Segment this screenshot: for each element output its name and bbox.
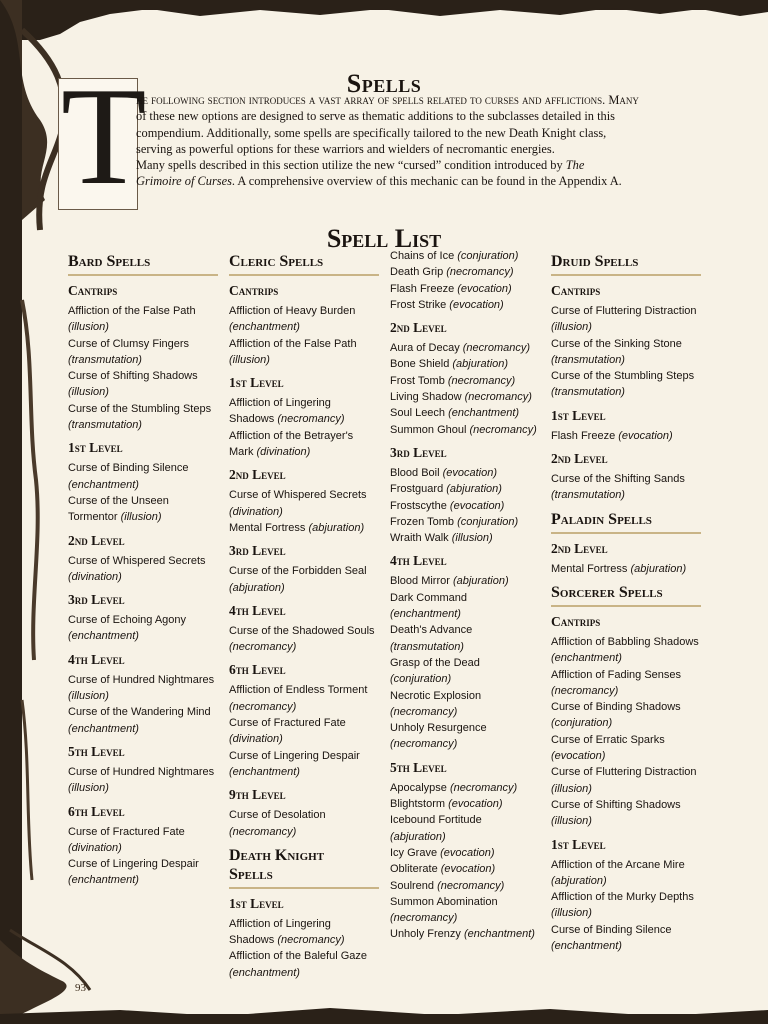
intro-paragraph bbox=[136, 92, 704, 190]
spell-name: Frostscythe bbox=[390, 499, 447, 512]
spell-school: (evocation) bbox=[449, 499, 505, 512]
spell-name: Icebound Fortitude bbox=[390, 814, 482, 827]
spell-school: (illusion) bbox=[551, 321, 592, 334]
spell-entry bbox=[551, 667, 701, 700]
spell-entry bbox=[68, 824, 218, 857]
spell-entry bbox=[68, 303, 218, 336]
class-heading-druid: Druid Spells bbox=[551, 252, 701, 276]
spell-name: Aura of Decay bbox=[390, 342, 460, 355]
spell-name: Curse of Hundred Nightmares bbox=[68, 765, 215, 778]
level-heading: 5th Level bbox=[390, 759, 447, 775]
spell-name: Unholy Frenzy bbox=[390, 928, 461, 941]
spell-school: (divination) bbox=[68, 570, 122, 583]
spell-name: Frost Tomb bbox=[390, 374, 445, 387]
spell-name: Curse of the Wandering Mind bbox=[68, 706, 211, 719]
spell-entry bbox=[229, 428, 379, 461]
spell-school: (divination) bbox=[256, 446, 311, 459]
spell-school: (transmutation) bbox=[390, 640, 464, 653]
spell-name: Curse of Whispered Secrets bbox=[229, 489, 367, 502]
spell-name: Curse of the Shifting Sands bbox=[551, 473, 685, 486]
class-heading-part: Death Knight bbox=[229, 846, 325, 864]
spell-name: Living Shadow bbox=[390, 391, 462, 404]
spell-entry bbox=[390, 573, 540, 589]
spell-school: (necromancy) bbox=[462, 342, 531, 355]
drop-cap-letter: T bbox=[61, 59, 147, 214]
spell-name: Wraith Walk bbox=[390, 532, 449, 545]
spell-name: Obliterate bbox=[390, 863, 438, 876]
spell-entry bbox=[229, 807, 379, 840]
spell-school: (evocation) bbox=[618, 429, 673, 442]
spell-school: (necromancy) bbox=[551, 684, 619, 697]
spell-school: (illusion) bbox=[551, 782, 592, 795]
spell-school: (abjuration) bbox=[308, 521, 365, 534]
spell-entry bbox=[551, 368, 701, 401]
spell-school: (necromancy) bbox=[229, 825, 297, 838]
spell-entry bbox=[551, 634, 701, 667]
spell-name: Affliction of the Murky Depths bbox=[551, 891, 694, 904]
spell-entry bbox=[551, 764, 701, 797]
spell-entry bbox=[390, 248, 540, 264]
spell-entry bbox=[390, 498, 540, 514]
spell-name: Curse of the Shadowed Souls bbox=[229, 624, 375, 637]
spell-entry bbox=[551, 857, 701, 890]
spell-entry bbox=[551, 922, 701, 955]
spell-name: Apocalypse bbox=[390, 781, 447, 794]
spell-school: (divination) bbox=[229, 505, 283, 518]
spell-school: (evocation) bbox=[440, 863, 496, 876]
spell-entry bbox=[390, 514, 540, 530]
spell-name: Curse of the Unseen Tormentor bbox=[68, 494, 169, 524]
spell-school: (conjuration) bbox=[457, 250, 519, 262]
level-heading: 2nd Level bbox=[390, 320, 447, 336]
spell-entry bbox=[551, 797, 701, 830]
spell-entry bbox=[390, 264, 540, 280]
spell-name: Affliction of Babbling Shadows bbox=[551, 635, 699, 648]
spell-entry bbox=[390, 622, 540, 655]
spell-entry bbox=[390, 796, 540, 812]
spell-name: Chains of Ice bbox=[390, 250, 455, 262]
spell-entry bbox=[551, 471, 701, 504]
spell-entry bbox=[229, 948, 379, 981]
spell-name: Affliction of Lingering Shadows bbox=[229, 397, 331, 426]
intro-line: serving as powerful options for these warriors and wielders of necromantic energies. bbox=[136, 141, 555, 156]
spell-list-heading: Spell List bbox=[326, 223, 442, 253]
spell-school: (illusion) bbox=[551, 815, 592, 828]
spell-entry bbox=[390, 340, 540, 356]
spell-entry bbox=[68, 368, 218, 401]
spell-name: Affliction of the Arcane Mire bbox=[551, 858, 685, 871]
spell-entry bbox=[390, 878, 540, 894]
spell-name: Curse of Lingering Despair bbox=[229, 749, 360, 762]
spell-name: Mental Fortress bbox=[551, 562, 628, 575]
spell-school: (abjuration) bbox=[452, 358, 509, 371]
class-heading-paladin: Paladin Spells bbox=[551, 510, 701, 534]
spell-name: Curse of Fluttering Distraction bbox=[551, 766, 697, 779]
spell-name: Affliction of the Baleful Gaze bbox=[229, 950, 367, 963]
spell-entry bbox=[390, 422, 540, 438]
spell-entry bbox=[551, 428, 701, 444]
spell-entry bbox=[229, 395, 379, 428]
spell-school: (necromancy) bbox=[446, 266, 514, 279]
spell-name: Icy Grave bbox=[390, 846, 438, 859]
spell-school: (necromancy) bbox=[390, 912, 458, 925]
spell-name: Mental Fortress bbox=[229, 521, 306, 534]
spell-school: (abjuration) bbox=[551, 874, 607, 887]
level-heading: 6th Level bbox=[229, 662, 286, 678]
spell-entry bbox=[229, 563, 379, 596]
spell-entry bbox=[551, 699, 701, 732]
spell-entry bbox=[551, 561, 701, 577]
intro-text: . A comprehensive overview of this mechanic can be found in the Appendix A. bbox=[231, 174, 622, 189]
spell-school: (evocation) bbox=[448, 798, 503, 811]
level-heading: 1st Level bbox=[229, 895, 284, 911]
spell-school: (illusion) bbox=[68, 321, 109, 334]
level-heading: 1st Level bbox=[551, 836, 606, 852]
level-heading: 4th Level bbox=[390, 553, 447, 569]
spell-school: (evocation) bbox=[551, 750, 606, 763]
spell-name: Bone Shield bbox=[390, 358, 450, 371]
spell-name: Curse of Hundred Nightmares bbox=[68, 673, 215, 686]
spell-school: (transmutation) bbox=[551, 386, 625, 399]
level-heading: 2nd Level bbox=[551, 451, 608, 467]
spell-school: (abjuration) bbox=[452, 575, 509, 588]
spell-school: (abjuration) bbox=[229, 581, 285, 594]
spell-name: Flash Freeze bbox=[390, 282, 455, 295]
column-death-knight bbox=[390, 248, 540, 943]
spell-name: Grasp of the Dead bbox=[390, 656, 480, 669]
spell-entry bbox=[68, 764, 218, 797]
level-heading: 1st Level bbox=[551, 407, 606, 423]
intro-line: compendium. Additionally, some spells are specifically tailored to the new Death Knight class, bbox=[136, 125, 607, 140]
spell-school: (necromancy) bbox=[390, 705, 458, 718]
level-heading: 2nd Level bbox=[229, 467, 286, 483]
spell-entry bbox=[390, 688, 540, 721]
spell-school: (abjuration) bbox=[446, 483, 502, 496]
spell-school: (transmutation) bbox=[551, 489, 625, 502]
spell-name: Dark Command bbox=[390, 591, 468, 604]
spell-school: (conjuration) bbox=[390, 673, 452, 686]
spell-school: (evocation) bbox=[440, 846, 495, 859]
spell-school: (illusion) bbox=[68, 386, 109, 399]
spell-entry bbox=[68, 856, 218, 889]
spell-school: (necromancy) bbox=[390, 738, 458, 751]
intro-line: of these new options are designed to serve as thematic additions to the subclasses detailed in this bbox=[136, 109, 615, 124]
spell-name: Affliction of the False Path bbox=[68, 305, 196, 317]
spell-entry bbox=[390, 720, 540, 753]
spell-entry bbox=[68, 460, 218, 493]
spell-school: (enchantment) bbox=[551, 940, 622, 953]
class-heading-sorcerer: Sorcerer Spells bbox=[551, 583, 701, 607]
class-heading-death-knight bbox=[229, 846, 379, 889]
spell-name: Affliction of the False Path bbox=[229, 337, 357, 350]
spell-entry bbox=[229, 623, 379, 656]
spell-entry bbox=[68, 336, 218, 369]
level-heading: 4th Level bbox=[229, 602, 286, 618]
spell-entry bbox=[390, 297, 540, 313]
spell-entry bbox=[390, 845, 540, 861]
level-heading: 5th Level bbox=[68, 743, 125, 759]
spell-entry bbox=[390, 861, 540, 877]
spell-school: (enchantment) bbox=[68, 874, 139, 887]
spell-name: Affliction of the Betrayer's Mark bbox=[229, 429, 354, 459]
spell-name: Curse of Erratic Sparks bbox=[551, 733, 665, 746]
spell-name: Frost Strike bbox=[390, 298, 447, 311]
level-heading: 3rd Level bbox=[390, 444, 447, 460]
spell-entry bbox=[390, 405, 540, 421]
spell-name: Affliction of Fading Senses bbox=[551, 668, 682, 681]
spell-name: Curse of Shifting Shadows bbox=[551, 798, 681, 811]
spell-school: (divination) bbox=[68, 841, 122, 854]
spell-school: (evocation) bbox=[442, 466, 498, 479]
spell-school: (necromancy) bbox=[229, 700, 297, 713]
spell-entry bbox=[68, 401, 218, 434]
spell-name: Curse of Binding Shadows bbox=[551, 701, 681, 714]
level-heading: 1st Level bbox=[68, 440, 123, 456]
spell-entry bbox=[68, 612, 218, 645]
spell-school: (illusion) bbox=[120, 511, 162, 524]
book-title-italic: Grimoire of Curses bbox=[136, 174, 232, 189]
spell-entry bbox=[390, 530, 540, 546]
torn-edge-top bbox=[0, 0, 768, 40]
spell-entry bbox=[229, 303, 379, 336]
spell-name: Frozen Tomb bbox=[390, 515, 454, 528]
spell-entry bbox=[551, 732, 701, 765]
class-heading-cleric: Cleric Spells bbox=[229, 252, 379, 276]
spell-entry bbox=[229, 487, 379, 520]
spell-name: Soulrend bbox=[390, 879, 435, 892]
spell-entry bbox=[390, 481, 540, 497]
spell-entry bbox=[390, 281, 540, 297]
spell-school: (enchantment) bbox=[551, 652, 622, 665]
spell-entry bbox=[229, 715, 379, 748]
intro-line bbox=[136, 157, 704, 173]
spell-school: (conjuration) bbox=[457, 515, 519, 528]
level-heading: Cantrips bbox=[551, 283, 601, 298]
book-title-italic: The bbox=[565, 158, 585, 173]
spell-school: (enchantment) bbox=[229, 321, 300, 334]
spell-entry bbox=[551, 336, 701, 369]
spell-name: Curse of Binding Silence bbox=[68, 462, 189, 475]
page-number: 93 bbox=[75, 982, 86, 994]
spell-school: (conjuration) bbox=[551, 717, 613, 730]
page-title: Spells bbox=[346, 69, 422, 99]
intro-line bbox=[136, 173, 704, 189]
spell-school: (abjuration) bbox=[630, 562, 687, 575]
spell-name: Curse of Lingering Despair bbox=[68, 858, 199, 871]
spell-entry bbox=[390, 356, 540, 372]
spell-school: (enchantment) bbox=[68, 630, 139, 643]
spell-name: Unholy Resurgence bbox=[390, 722, 487, 735]
spell-name: Soul Leech bbox=[390, 407, 446, 420]
spell-name: Affliction of Lingering Shadows bbox=[229, 917, 331, 947]
spell-name: Curse of the Stumbling Steps bbox=[68, 402, 212, 415]
spell-school: (enchantment) bbox=[68, 722, 139, 735]
level-heading: 2nd Level bbox=[68, 532, 125, 548]
column-cleric bbox=[229, 246, 379, 981]
column-bard bbox=[68, 246, 218, 889]
spell-entry bbox=[551, 889, 701, 922]
spell-name: Blood Mirror bbox=[390, 575, 450, 588]
spell-name: Curse of Echoing Agony bbox=[68, 614, 187, 627]
spell-school: (necromancy) bbox=[469, 423, 537, 436]
level-heading: 4th Level bbox=[68, 651, 125, 667]
spell-entry bbox=[390, 465, 540, 481]
spell-name: Curse of Whispered Secrets bbox=[68, 554, 206, 567]
spell-entry bbox=[390, 373, 540, 389]
level-heading: Cantrips bbox=[551, 613, 601, 629]
spell-school: (necromancy) bbox=[437, 879, 505, 892]
intro-line: he following section introduces a vast array of spells related to curses and afflictions. Many bbox=[136, 93, 639, 107]
spell-school: (enchantment) bbox=[229, 966, 300, 979]
spell-name: Curse of Desolation bbox=[229, 809, 326, 822]
spell-school: (evocation) bbox=[457, 282, 512, 295]
spell-entry bbox=[68, 553, 218, 586]
spell-name: Blood Boil bbox=[390, 466, 440, 479]
spell-school: (evocation) bbox=[449, 298, 504, 311]
level-heading: 3rd Level bbox=[68, 592, 125, 608]
spell-name: Summon Ghoul bbox=[390, 423, 467, 436]
level-heading: Cantrips bbox=[229, 283, 279, 298]
spell-name: Death's Advance bbox=[390, 624, 473, 637]
spell-school: (necromancy) bbox=[449, 781, 518, 794]
spell-entry bbox=[551, 303, 701, 336]
spell-entry bbox=[390, 812, 540, 845]
spell-name: Curse of Fluttering Distraction bbox=[551, 305, 697, 317]
spell-name: Curse of Clumsy Fingers bbox=[68, 337, 190, 350]
spell-school: (illusion) bbox=[68, 782, 109, 795]
class-heading-bard: Bard Spells bbox=[68, 252, 218, 276]
spell-entry bbox=[68, 672, 218, 705]
spell-school: (illusion) bbox=[68, 690, 109, 703]
spell-school: (enchantment) bbox=[68, 478, 139, 491]
spell-entry bbox=[229, 748, 379, 781]
spell-school: (illusion) bbox=[551, 907, 592, 920]
spell-name: Curse of the Stumbling Steps bbox=[551, 370, 695, 383]
spell-entry bbox=[390, 655, 540, 688]
class-heading-part: Spells bbox=[229, 865, 273, 883]
spell-school: (divination) bbox=[229, 733, 283, 746]
spell-name: Curse of the Sinking Stone bbox=[551, 337, 682, 350]
spell-school: (enchantment) bbox=[463, 928, 535, 941]
level-heading: 3rd Level bbox=[229, 543, 286, 559]
spell-entry bbox=[390, 926, 540, 942]
spell-name: Flash Freeze bbox=[551, 429, 616, 442]
spell-name: Curse of the Forbidden Seal bbox=[229, 565, 367, 578]
spell-school: (necromancy) bbox=[464, 391, 532, 404]
spell-name: Death Grip bbox=[390, 266, 444, 279]
spell-school: (necromancy) bbox=[277, 413, 345, 426]
level-heading: 6th Level bbox=[68, 803, 125, 819]
spell-entry bbox=[390, 780, 540, 796]
spell-name: Curse of Fractured Fate bbox=[68, 825, 185, 838]
spell-school: (necromancy) bbox=[447, 374, 516, 387]
spell-entry bbox=[229, 682, 379, 715]
spell-entry bbox=[390, 389, 540, 405]
spell-entry bbox=[229, 916, 379, 949]
spell-school: (necromancy) bbox=[277, 934, 345, 947]
spell-school: (illusion) bbox=[451, 532, 493, 545]
spell-school: (transmutation) bbox=[68, 353, 142, 366]
intro-text: Many spells described in this section utilize the new “cursed” condition introduced by bbox=[136, 158, 566, 173]
level-heading: 2nd Level bbox=[551, 540, 608, 556]
column-druid bbox=[551, 246, 701, 954]
spell-entry bbox=[68, 704, 218, 737]
drop-cap bbox=[58, 59, 147, 214]
spell-name: Curse of Shifting Shadows bbox=[68, 370, 198, 383]
level-heading: Cantrips bbox=[68, 283, 118, 298]
spell-name: Blightstorm bbox=[390, 798, 446, 811]
spell-entry bbox=[229, 336, 379, 369]
spell-name: Curse of Binding Silence bbox=[551, 923, 672, 936]
spell-name: Curse of Fractured Fate bbox=[229, 717, 346, 730]
spell-name: Necrotic Explosion bbox=[390, 689, 482, 702]
spell-entry bbox=[68, 493, 218, 526]
spell-entry bbox=[229, 520, 379, 536]
spell-school: (necromancy) bbox=[229, 641, 297, 654]
level-heading: 9th Level bbox=[229, 787, 286, 803]
spell-school: (transmutation) bbox=[551, 353, 625, 366]
spell-school: (illusion) bbox=[229, 353, 270, 366]
spell-entry bbox=[390, 590, 540, 623]
spell-school: (transmutation) bbox=[68, 419, 142, 432]
spell-name: Summon Abomination bbox=[390, 895, 498, 908]
spell-school: (enchantment) bbox=[229, 765, 300, 778]
spell-name: Affliction of Endless Torment bbox=[229, 684, 368, 697]
level-heading: 1st Level bbox=[229, 375, 284, 391]
spell-school: (abjuration) bbox=[390, 830, 446, 843]
spell-name: Affliction of Heavy Burden bbox=[229, 305, 356, 317]
spell-school: (enchantment) bbox=[448, 407, 520, 420]
spell-entry bbox=[390, 894, 540, 927]
spell-school: (enchantment) bbox=[390, 608, 461, 621]
spell-name: Frostguard bbox=[390, 483, 444, 496]
